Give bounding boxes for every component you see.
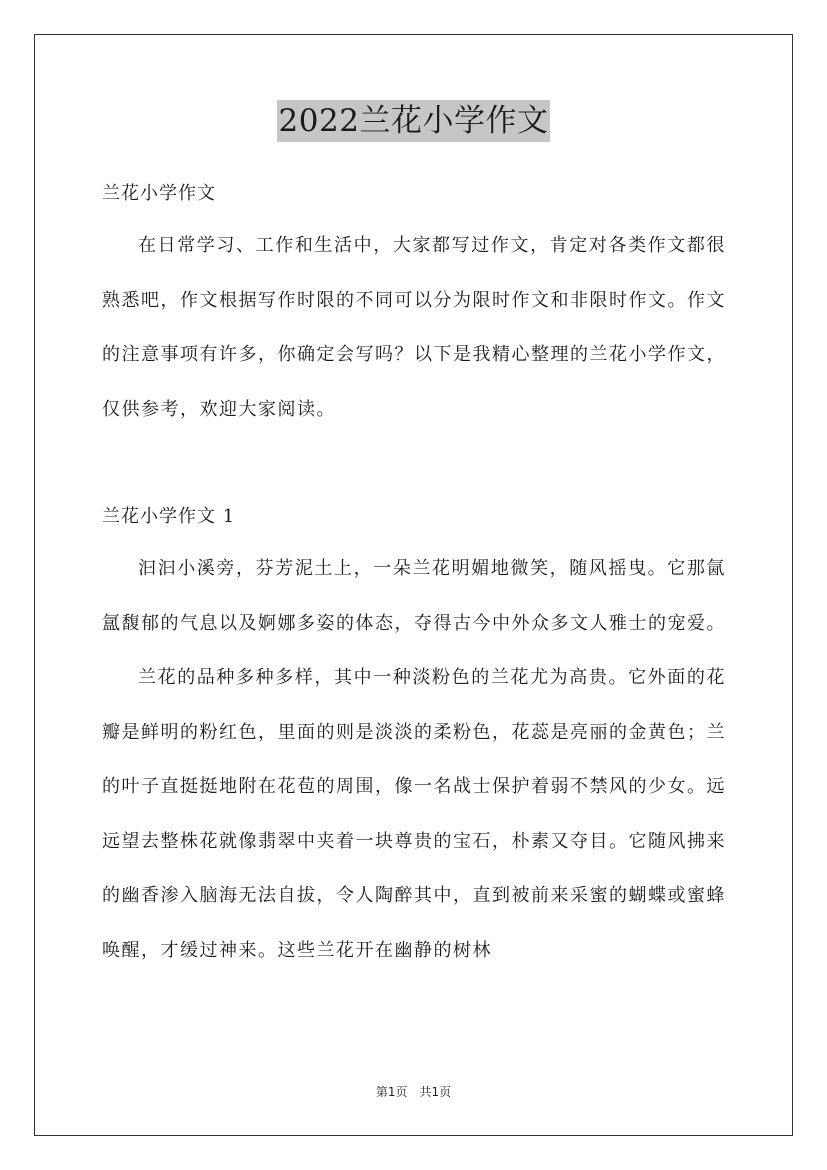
section-heading: 兰花小学作文 1 bbox=[102, 506, 236, 527]
spacer bbox=[102, 212, 726, 219]
spacer bbox=[102, 535, 726, 542]
title-container bbox=[0, 100, 827, 142]
section-paragraph-2: 兰花的品种多种多样，其中一种淡粉色的兰花尤为高贵。它外面的花瓣是鲜明的粉红色，里面的则是淡淡的柔粉色，花蕊是亮丽的金黄色；兰的叶子直挺挺地附在花苞的周围，像一名战士保护着弱不禁风的少女。远远望去整株花就像翡翠中夹着一块尊贵的宝石，朴素又夺目。它随风拂来的幽香渗入脑海无法自拔，令人陶醉其中，直到被前来采蜜的蝴蝶或蜜蜂唤醒，才缓过神来。这些兰花开在幽静的树林 bbox=[102, 667, 726, 961]
page-footer bbox=[0, 1083, 827, 1100]
intro-heading: 兰花小学作文 bbox=[102, 183, 216, 204]
document-body bbox=[102, 176, 726, 978]
document-title: 2022兰花小学作文 bbox=[277, 100, 551, 142]
spacer bbox=[102, 437, 726, 499]
page-number-label: 第1页 共1页 bbox=[375, 1085, 452, 1099]
intro-paragraph: 在日常学习、工作和生活中，大家都写过作文，肯定对各类作文都很熟悉吧，作文根据写作时限的不同可以分为限时作文和非限时作文。作文的注意事项有许多，你确定会写吗？以下是我精心整理的兰花小学作文，仅供参考，欢迎大家阅读。 bbox=[102, 235, 726, 420]
section-paragraph-1: 汩汩小溪旁，芬芳泥土上，一朵兰花明媚地微笑，随风摇曳。它那氤氲馥郁的气息以及婀娜多姿的体态，夺得古今中外众多文人雅士的宠爱。 bbox=[102, 558, 726, 634]
